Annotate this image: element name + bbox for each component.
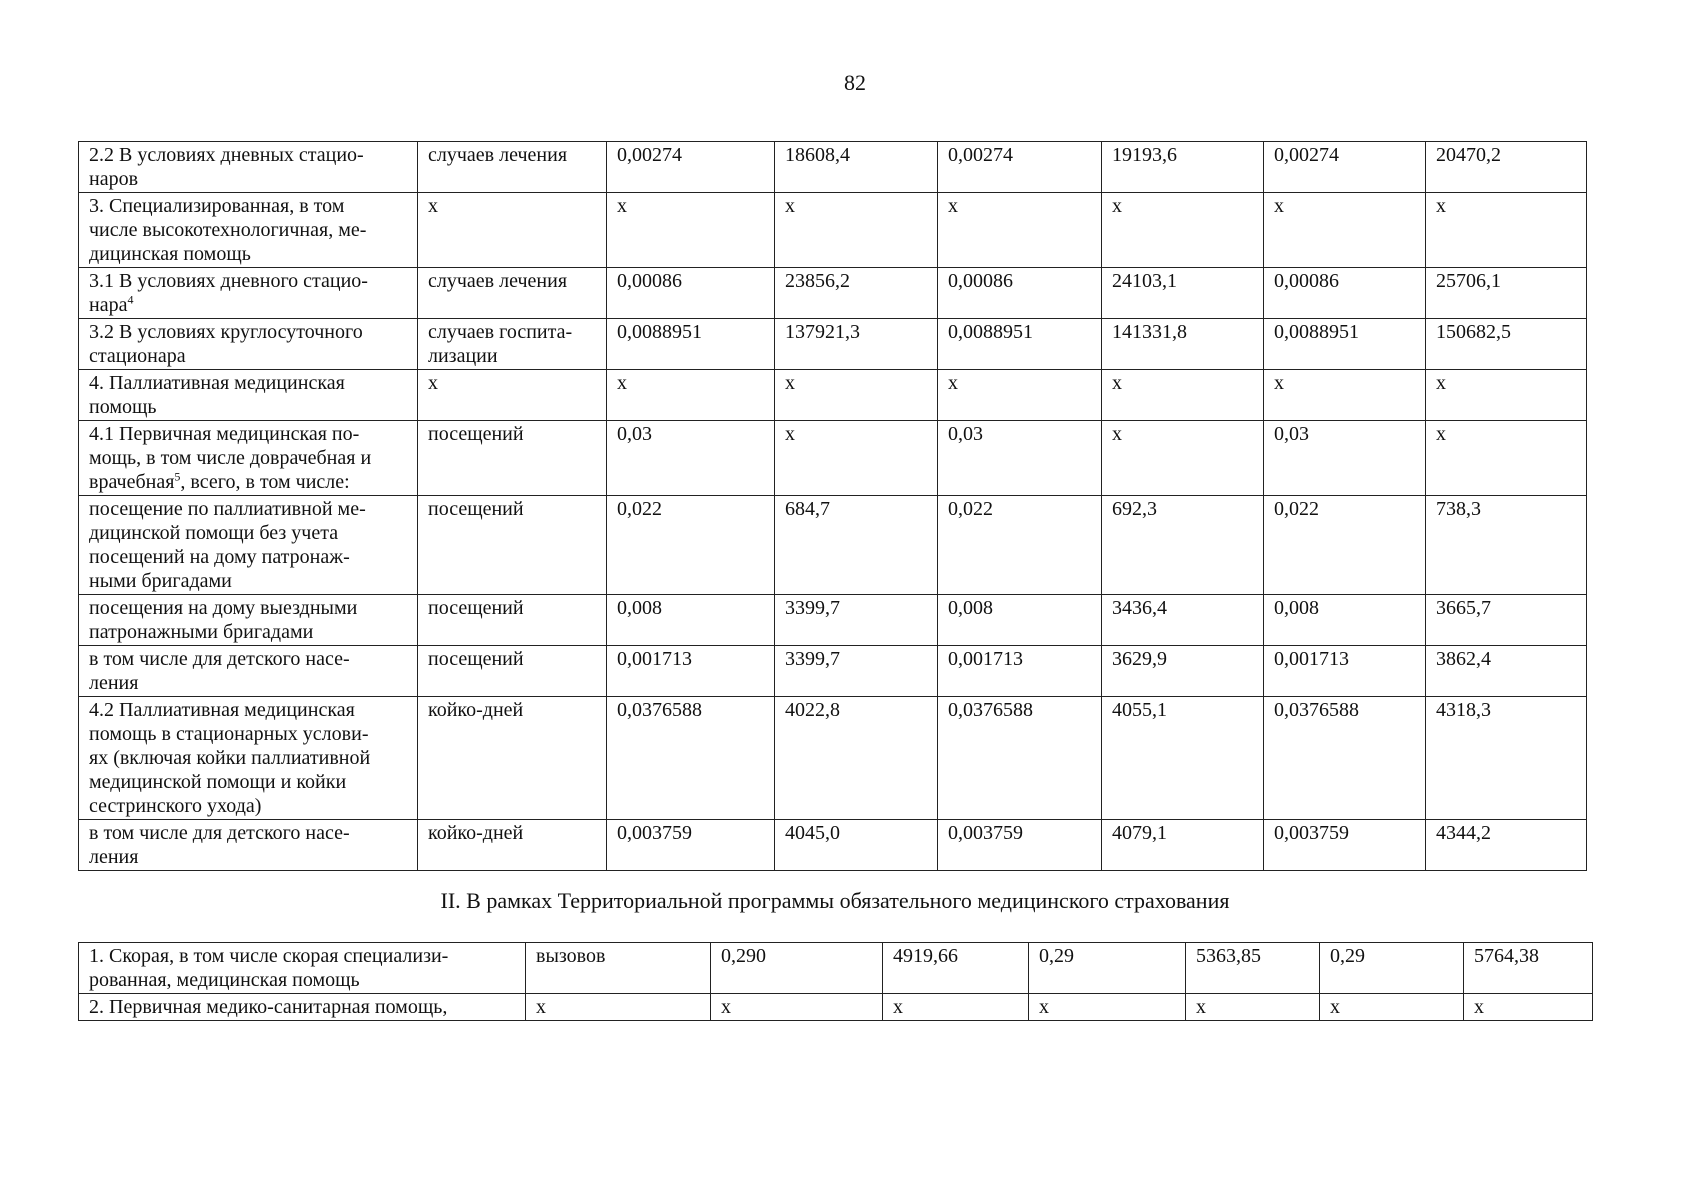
row-label-text: посещения на дому выездными патронажными бригадами [89,597,358,643]
row-label [79,319,418,370]
value-cell: 19193,6 [1102,142,1264,193]
value-cell: 3399,7 [775,646,938,697]
row-label-text: 4.2 Паллиативная медицинская помощь в стационарных услови- ях (включая койки паллиативной медицинской помощи и койки сестринского ухода) [89,699,371,817]
value-cell: 0,00086 [607,268,775,319]
value-cell: х [1186,994,1320,1021]
row-label-tail: , всего, в том числе: [180,471,350,493]
value-cell: 0,008 [938,595,1102,646]
row-label [79,595,418,646]
value-cell: 0,001713 [938,646,1102,697]
value-cell: 0,0088951 [1264,319,1426,370]
unit-cell: посещений [418,421,607,496]
value-cell: 24103,1 [1102,268,1264,319]
unit-cell: х [418,370,607,421]
value-cell: 0,003759 [1264,820,1426,871]
value-cell: 0,0376588 [607,697,775,820]
unit-cell: койко-дней [418,697,607,820]
value-cell: х [1102,370,1264,421]
value-cell: х [711,994,883,1021]
value-cell: х [1464,994,1593,1021]
row-label-text: в том числе для детского насе- ления [89,648,350,694]
value-cell: 0,003759 [938,820,1102,871]
value-cell: 0,29 [1029,943,1186,994]
table-row [79,820,1587,871]
value-cell: х [883,994,1029,1021]
footnote-marker: 4 [127,292,134,307]
value-cell: х [775,421,938,496]
value-cell: 0,0376588 [1264,697,1426,820]
row-label-text: 2.2 В условиях дневных стацио- наров [89,144,364,190]
value-cell: х [1426,370,1587,421]
value-cell: 20470,2 [1426,142,1587,193]
section-heading: II. В рамках Территориальной программы обязательного медицинского страхования [440,888,1230,913]
unit-cell: посещений [418,595,607,646]
value-cell: х [775,370,938,421]
row-label [79,268,418,319]
unit-cell: случаев госпита- лизации [418,319,607,370]
value-cell: 4344,2 [1426,820,1587,871]
row-label [79,820,418,871]
value-cell: 0,003759 [607,820,775,871]
row-label-text: посещение по паллиативной ме- дицинской помощи без учета посещений на дому патронаж- ными бригадами [89,498,366,592]
table-row [79,943,1593,994]
unit-cell: случаев лечения [418,268,607,319]
value-cell: 0,001713 [1264,646,1426,697]
table-row [79,646,1587,697]
value-cell: 3862,4 [1426,646,1587,697]
value-cell: 0,00274 [607,142,775,193]
value-cell: х [607,370,775,421]
row-label [79,646,418,697]
value-cell: 4022,8 [775,697,938,820]
value-cell: х [1320,994,1464,1021]
table-oms-program [78,942,1593,1021]
value-cell: 0,022 [1264,496,1426,595]
unit-cell: х [418,193,607,268]
value-cell: 137921,3 [775,319,938,370]
value-cell: 4055,1 [1102,697,1264,820]
value-cell: 738,3 [1426,496,1587,595]
value-cell: 0,29 [1320,943,1464,994]
table-row [79,193,1587,268]
value-cell: х [1426,421,1587,496]
value-cell: х [607,193,775,268]
table-row [79,142,1587,193]
value-cell: х [938,193,1102,268]
row-label [79,142,418,193]
value-cell: 0,03 [1264,421,1426,496]
value-cell: х [1029,994,1186,1021]
value-cell: х [775,193,938,268]
value-cell: 0,008 [1264,595,1426,646]
table-territorial-budget [78,141,1587,871]
unit-cell: койко-дней [418,820,607,871]
value-cell: 0,03 [938,421,1102,496]
page-number: 82 [844,70,866,95]
value-cell: 4045,0 [775,820,938,871]
value-cell: 3436,4 [1102,595,1264,646]
unit-cell: случаев лечения [418,142,607,193]
value-cell: 141331,8 [1102,319,1264,370]
table-row [79,268,1587,319]
row-label-text: 3.2 В условиях круглосуточного стационара [89,321,363,367]
row-label [79,697,418,820]
value-cell: х [938,370,1102,421]
value-cell: 0,022 [607,496,775,595]
value-cell: 0,00274 [938,142,1102,193]
unit-cell: посещений [418,496,607,595]
value-cell: х [1102,421,1264,496]
value-cell: 3399,7 [775,595,938,646]
table-row [79,697,1587,820]
value-cell: 0,290 [711,943,883,994]
value-cell: 18608,4 [775,142,938,193]
value-cell: 0,03 [607,421,775,496]
value-cell: 5764,38 [1464,943,1593,994]
value-cell: 0,00274 [1264,142,1426,193]
value-cell: х [1264,193,1426,268]
value-cell: 5363,85 [1186,943,1320,994]
table-row [79,994,1593,1021]
value-cell: 684,7 [775,496,938,595]
row-label [79,370,418,421]
row-label [79,994,526,1021]
value-cell: 0,001713 [607,646,775,697]
value-cell: 0,0088951 [938,319,1102,370]
value-cell: 0,0376588 [938,697,1102,820]
row-label-text: 4. Паллиативная медицинская помощь [89,372,345,418]
unit-cell: вызовов [526,943,711,994]
value-cell: 0,00086 [1264,268,1426,319]
row-label [79,193,418,268]
value-cell: х [1264,370,1426,421]
value-cell: 692,3 [1102,496,1264,595]
row-label [79,496,418,595]
value-cell: х [1102,193,1264,268]
row-label-text: 4.1 Первичная медицинская по- мощь, в том числе доврачебная и врачебная [89,423,372,493]
value-cell: 23856,2 [775,268,938,319]
value-cell: 25706,1 [1426,268,1587,319]
value-cell: 0,022 [938,496,1102,595]
row-label [79,421,418,496]
value-cell: 4079,1 [1102,820,1264,871]
table-row [79,595,1587,646]
table-row [79,319,1587,370]
table-row [79,370,1587,421]
value-cell: 0,008 [607,595,775,646]
table-row [79,496,1587,595]
row-label-text: 1. Скорая, в том числе скорая специализи- рованная, медицинская помощь [89,945,449,991]
row-label-text: 3.1 В условиях дневного стацио- нара [89,270,368,316]
value-cell: 4919,66 [883,943,1029,994]
unit-cell: х [526,994,711,1021]
value-cell: 3629,9 [1102,646,1264,697]
footnote-marker: 5 [174,469,181,484]
value-cell: 0,0088951 [607,319,775,370]
row-label-text: 3. Специализированная, в том числе высокотехнологичная, ме- дицинская помощь [89,195,367,265]
row-label-text: 2. Первичная медико-санитарная помощь, [89,996,448,1018]
value-cell: х [1426,193,1587,268]
row-label [79,943,526,994]
table-row [79,421,1587,496]
value-cell: 0,00086 [938,268,1102,319]
value-cell: 3665,7 [1426,595,1587,646]
value-cell: 4318,3 [1426,697,1587,820]
unit-cell: посещений [418,646,607,697]
value-cell: 150682,5 [1426,319,1587,370]
row-label-text: в том числе для детского насе- ления [89,822,350,868]
